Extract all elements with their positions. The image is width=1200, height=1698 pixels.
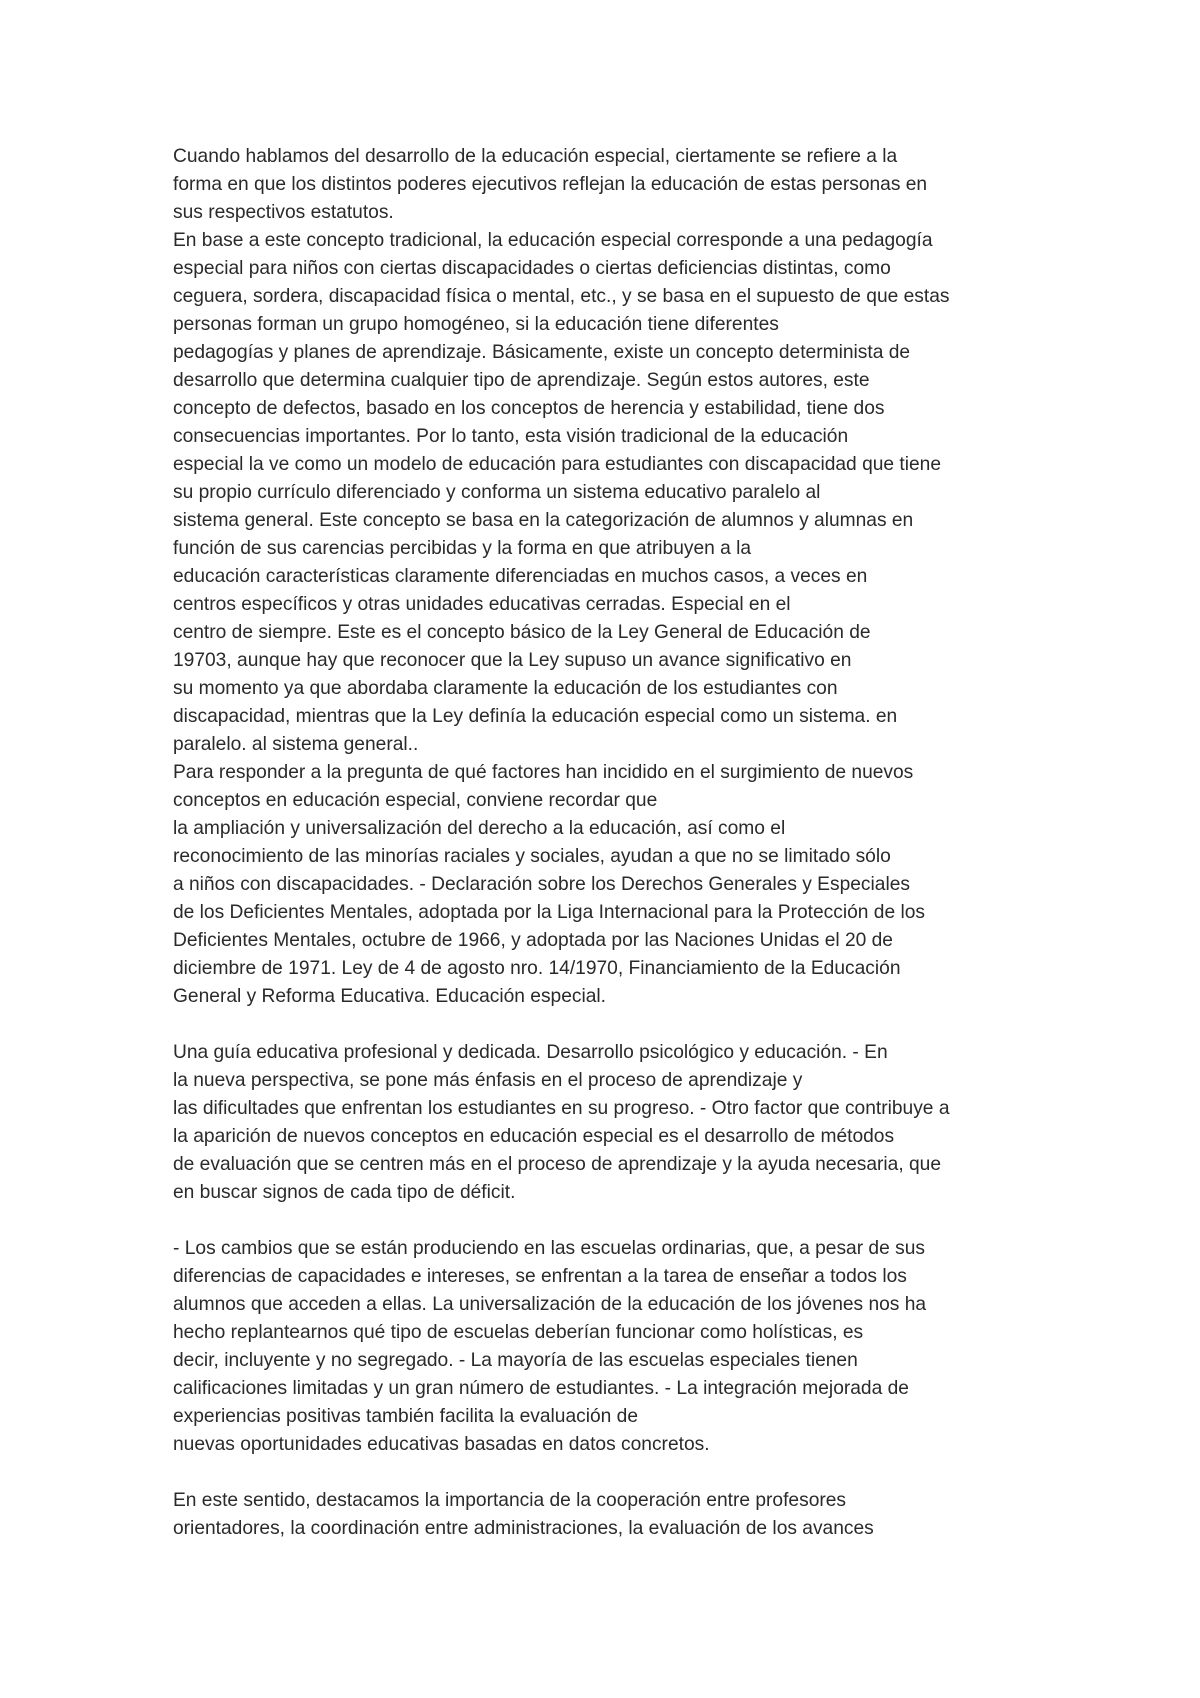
text-line: paralelo. al sistema general.. bbox=[173, 734, 419, 755]
text-line: calificaciones limitadas y un gran número de estudiantes. - La integración mejorada de bbox=[173, 1378, 909, 1399]
text-line: Deficientes Mentales, octubre de 1966, y adoptada por las Naciones Unidas el 20 de bbox=[173, 930, 893, 951]
text-line: Cuando hablamos del desarrollo de la educación especial, ciertamente se refiere a la bbox=[173, 146, 898, 167]
text-line: alumnos que acceden a ellas. La universalización de la educación de los jóvenes nos ha bbox=[173, 1294, 927, 1315]
paragraph-spacer bbox=[173, 1459, 1053, 1487]
text-line: centros específicos y otras unidades educativas cerradas. Especial en el bbox=[173, 594, 791, 615]
text-line: 19703, aunque hay que reconocer que la Ley supuso un avance significativo en bbox=[173, 650, 852, 671]
text-line: forma en que los distintos poderes ejecutivos reflejan la educación de estas personas en bbox=[173, 174, 928, 195]
text-line: sistema general. Este concepto se basa en la categorización de alumnos y alumnas en bbox=[173, 510, 914, 531]
paragraph-spacer bbox=[173, 1011, 1053, 1039]
text-line: su propio currículo diferenciado y conforma un sistema educativo paralelo al bbox=[173, 482, 821, 503]
text-line: de los Deficientes Mentales, adoptada por la Liga Internacional para la Protección de los bbox=[173, 902, 925, 923]
text-line: concepto de defectos, basado en los conceptos de herencia y estabilidad, tiene dos bbox=[173, 398, 885, 419]
text-line: discapacidad, mientras que la Ley definía la educación especial como un sistema. en bbox=[173, 706, 898, 727]
text-line: General y Reforma Educativa. Educación especial. bbox=[173, 986, 607, 1007]
text-line: las dificultades que enfrentan los estudiantes en su progreso. - Otro factor que contribuye a bbox=[173, 1098, 950, 1119]
text-line: - Los cambios que se están produciendo en las escuelas ordinarias, que, a pesar de sus bbox=[173, 1238, 925, 1259]
text-line: reconocimiento de las minorías raciales y sociales, ayudan a que no se limitado sólo bbox=[173, 846, 891, 867]
text-line: sus respectivos estatutos. bbox=[173, 202, 394, 223]
text-line: educación características claramente diferenciadas en muchos casos, a veces en bbox=[173, 566, 868, 587]
text-line: su momento ya que abordaba claramente la educación de los estudiantes con bbox=[173, 678, 838, 699]
text-line: pedagogías y planes de aprendizaje. Básicamente, existe un concepto determinista de bbox=[173, 342, 911, 363]
document-body bbox=[173, 143, 1053, 1543]
text-line: personas forman un grupo homogéneo, si la educación tiene diferentes bbox=[173, 314, 779, 335]
text-line: a niños con discapacidades. - Declaración sobre los Derechos Generales y Especiales bbox=[173, 874, 910, 895]
text-line: ceguera, sordera, discapacidad física o mental, etc., y se basa en el supuesto de que estas bbox=[173, 286, 950, 307]
text-line: experiencias positivas también facilita la evaluación de bbox=[173, 1406, 639, 1427]
text-line: en buscar signos de cada tipo de déficit. bbox=[173, 1182, 516, 1203]
text-line: función de sus carencias percibidas y la forma en que atribuyen a la bbox=[173, 538, 752, 559]
text-line: Una guía educativa profesional y dedicada. Desarrollo psicológico y educación. - En bbox=[173, 1042, 888, 1063]
text-line: la ampliación y universalización del derecho a la educación, así como el bbox=[173, 818, 786, 839]
text-line: conceptos en educación especial, conviene recordar que bbox=[173, 790, 658, 811]
text-line: decir, incluyente y no segregado. - La mayoría de las escuelas especiales tienen bbox=[173, 1350, 858, 1371]
text-line: la aparición de nuevos conceptos en educación especial es el desarrollo de métodos bbox=[173, 1126, 895, 1147]
paragraph-spacer bbox=[173, 1207, 1053, 1235]
text-line: nuevas oportunidades educativas basadas en datos concretos. bbox=[173, 1434, 710, 1455]
text-line: diciembre de 1971. Ley de 4 de agosto nro. 14/1970, Financiamiento de la Educación bbox=[173, 958, 901, 979]
text-line: de evaluación que se centren más en el proceso de aprendizaje y la ayuda necesaria, que bbox=[173, 1154, 942, 1175]
text-line: la nueva perspectiva, se pone más énfasis en el proceso de aprendizaje y bbox=[173, 1070, 803, 1091]
text-line: diferencias de capacidades e intereses, se enfrentan a la tarea de enseñar a todos los bbox=[173, 1266, 907, 1287]
text-line: consecuencias importantes. Por lo tanto, esta visión tradicional de la educación bbox=[173, 426, 849, 447]
text-line: En base a este concepto tradicional, la educación especial corresponde a una pedagogía bbox=[173, 230, 933, 251]
text-line: desarrollo que determina cualquier tipo de aprendizaje. Según estos autores, este bbox=[173, 370, 870, 391]
text-line: centro de siempre. Este es el concepto básico de la Ley General de Educación de bbox=[173, 622, 871, 643]
text-line: orientadores, la coordinación entre administraciones, la evaluación de los avances bbox=[173, 1518, 874, 1539]
text-line: Para responder a la pregunta de qué factores han incidido en el surgimiento de nuevos bbox=[173, 762, 914, 783]
text-line: especial para niños con ciertas discapacidades o ciertas deficiencias distintas, como bbox=[173, 258, 891, 279]
text-line: En este sentido, destacamos la importancia de la cooperación entre profesores bbox=[173, 1490, 847, 1511]
text-line: especial la ve como un modelo de educación para estudiantes con discapacidad que tiene bbox=[173, 454, 942, 475]
text-line: hecho replantearnos qué tipo de escuelas deberían funcionar como holísticas, es bbox=[173, 1322, 864, 1343]
